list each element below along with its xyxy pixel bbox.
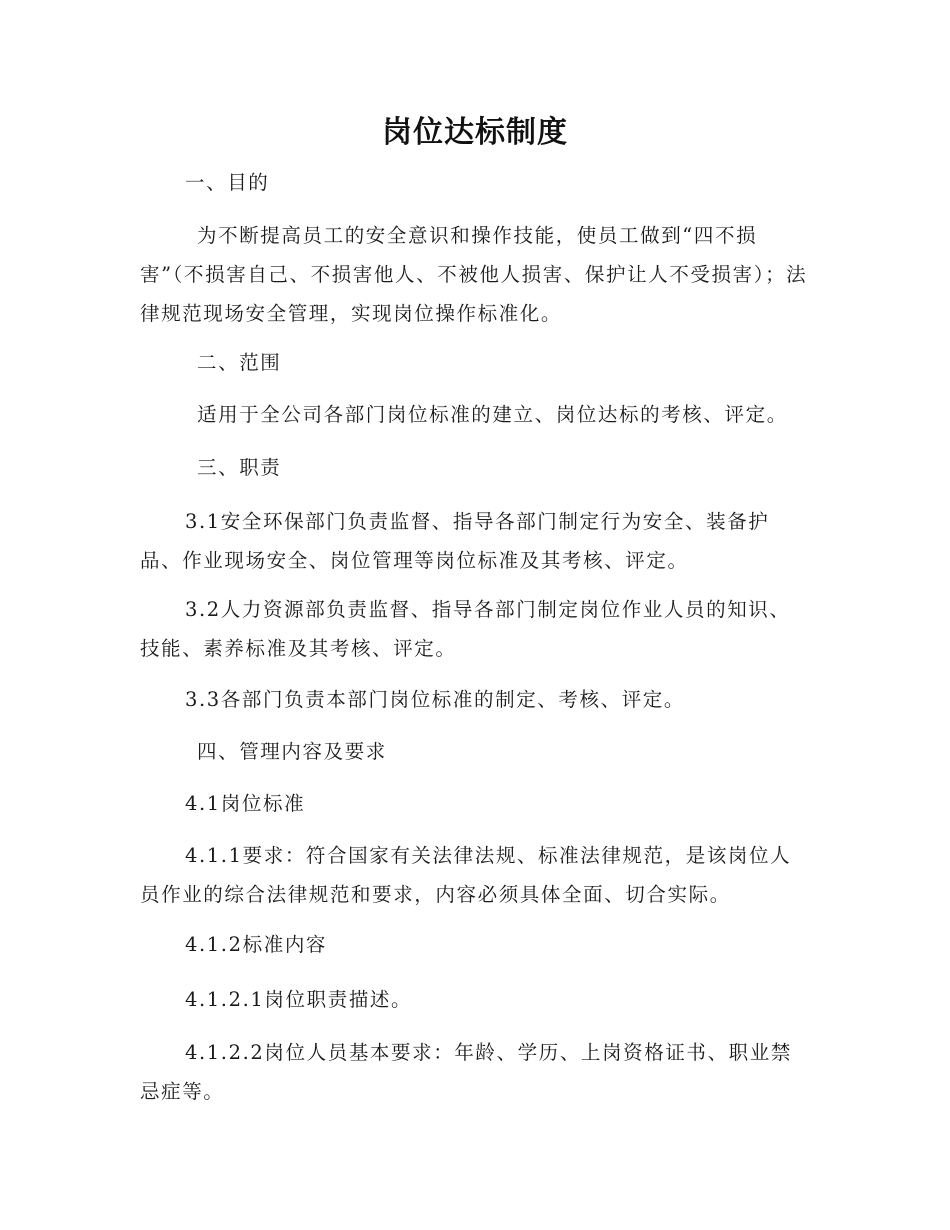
paragraph-4-1-1: 4.1.1要求：符合国家有关法律法规、标准法律规范，是该岗位人员作业的综合法律规范和要求，内容必须具体全面、切合实际。 [140, 844, 792, 906]
paragraph-scope: 适用于全公司各部门岗位标准的建立、岗位达标的考核、评定。 [197, 403, 788, 426]
paragraph-4-1-2: 4.1.2标准内容 [185, 933, 328, 956]
paragraph-duty-3-2: 3.2人力资源部负责监督、指导各部门制定岗位作业人员的知识、技能、素养标准及其考核、评定。 [140, 598, 791, 660]
section-heading-scope: 二、范围 [197, 351, 282, 374]
paragraph-duty-3-1: 3.1安全环保部门负责监督、指导各部门制定行为安全、装备护品、作业现场安全、岗位管理等岗位标准及其考核、评定。 [140, 510, 770, 572]
section-heading-purpose: 一、目的 [185, 171, 270, 194]
document-title: 岗位达标制度 [382, 115, 568, 150]
paragraph-4-1-2-1: 4.1.2.1岗位职责描述。 [185, 988, 413, 1011]
paragraph-duty-3-3: 3.3各部门负责本部门岗位标准的制定、考核、评定。 [185, 688, 686, 711]
paragraph-purpose: 为不断提高员工的安全意识和操作技能，使员工做到“四不损害”（不损害自己、不损害他人、不被他人损害、保护让人不受损害）；法律规范现场安全管理，实现岗位操作标准化。 [140, 224, 808, 325]
paragraph-4-1: 4.1岗位标准 [185, 792, 306, 815]
paragraph-4-1-2-2: 4.1.2.2岗位人员基本要求：年龄、学历、上岗资格证书、职业禁忌症等。 [140, 1041, 792, 1103]
section-heading-management: 四、管理内容及要求 [197, 740, 387, 763]
section-heading-duties: 三、职责 [197, 456, 282, 479]
